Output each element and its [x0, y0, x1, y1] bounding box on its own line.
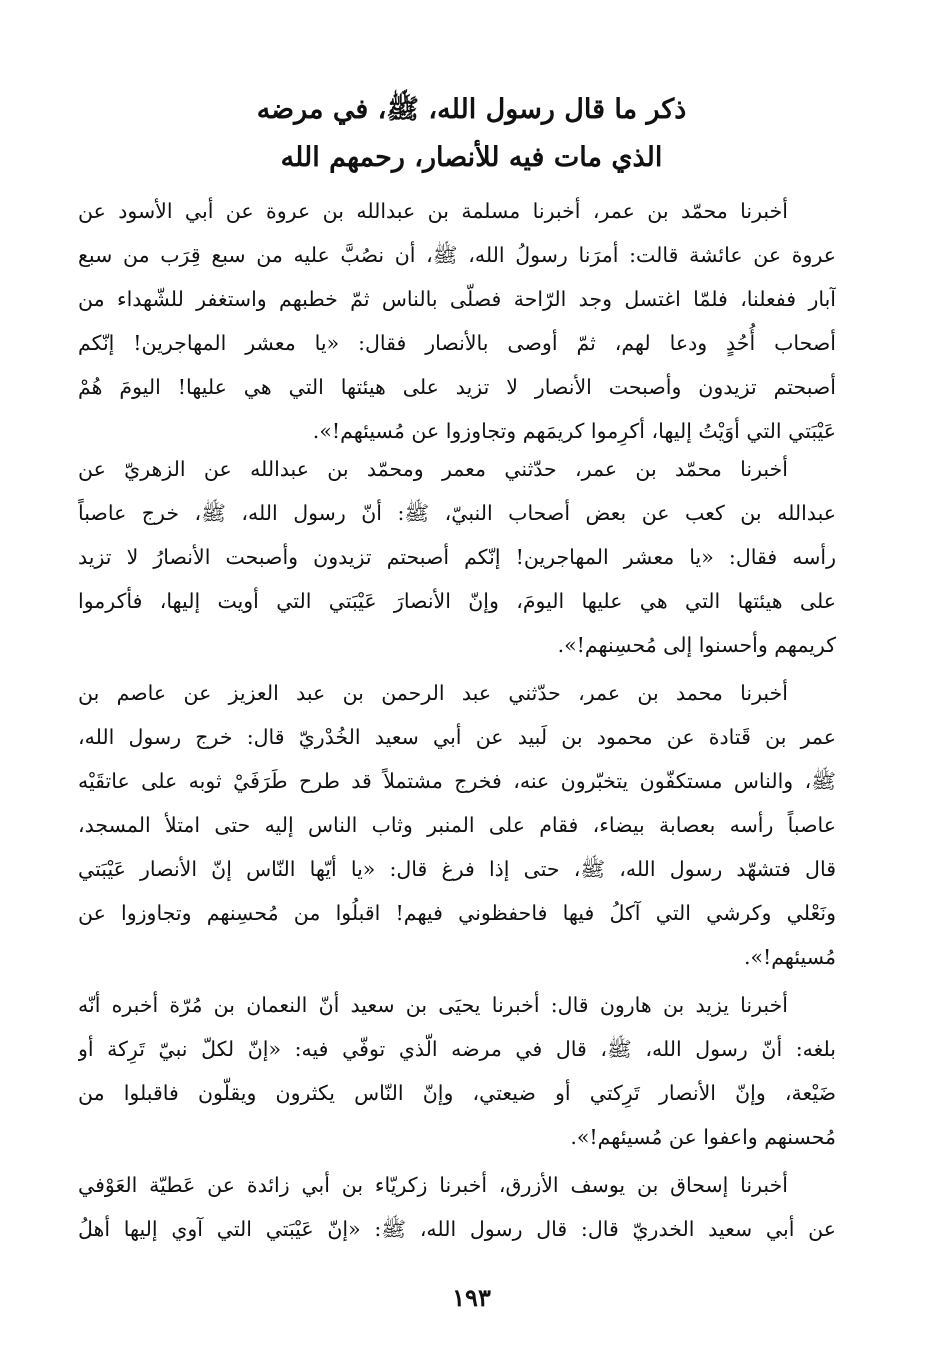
- paragraph-line: مُسيئهم!».: [743, 945, 836, 969]
- paragraph-line: كريمهم وأحسنوا إلى مُحسِنهم!».: [557, 633, 836, 657]
- paragraph-line: ﷺ، والناس مستكفّون يتخبّرون عنه، فخرج مشتملاً قد طرح طَرَفَيْ ثوبه على عاتقَيْه: [78, 769, 836, 793]
- paragraph-line: مُحسنهم واعفوا عن مُسيئهم!».: [570, 1125, 836, 1149]
- section-heading-line-1: ذكر ما قال رسول الله، ﷺ، في مرضه: [256, 94, 687, 125]
- paragraph-line: أصحاب أُحُدٍ ودعا لهم، ثمّ أوصى بالأنصار فقال: «يا معشر المهاجرين! إنّكم: [78, 331, 836, 355]
- paragraph-line: أصبحتم تزيدون وأصبحت الأنصار لا تزيد على هيئتها التي هي عليها! اليومَ هُمْ: [78, 375, 836, 399]
- paragraph-line: أخبرنا محمّد بن عمر، أخبرنا مسلمة بن عبدالله بن عروة عن أبي الأسود عن: [78, 199, 788, 223]
- paragraph-line: أخبرنا محمّد بن عمر، حدّثني معمر ومحمّد بن عبدالله عن الزهريّ عن: [78, 457, 788, 481]
- section-heading-line-2: الذي مات فيه للأنصار، رحمهم الله: [280, 142, 663, 173]
- paragraph-line: على هيئتها التي هي عليها اليومَ، وإنّ الأنصارَ عَيْبَتي التي أويت إليها، فأكرموا: [78, 589, 836, 613]
- paragraph-line: قال فتشهّد رسول الله، ﷺ، حتى إذا فرغ قال: «يا أيّها النّاس إنّ الأنصار عَيْبَتي: [78, 857, 836, 881]
- paragraph-line: عبدالله بن كعب عن بعض أصحاب النبيّ، ﷺ: أنّ رسول الله، ﷺ، خرج عاصباً: [78, 501, 836, 525]
- paragraph-line: ضَيْعة، وإنّ الأنصار تَرِكتي أو ضيعتي، وإنّ النّاس يكثرون ويقلّون فاقبلوا من: [78, 1081, 836, 1105]
- paragraph-line: بلغه: أنّ رسول الله، ﷺ، قال في مرضه الّذي توفّي فيه: «إنّ لكلّ نبيّ تَرِكة أو: [78, 1037, 836, 1061]
- paragraph-line: أخبرنا إسحاق بن يوسف الأزرق، أخبرنا زكريّاء بن أبي زائدة عن عَطيّة العَوْفي: [78, 1173, 788, 1197]
- paragraph-line: عَيْبَتي التي أوَيْتُ إليها، أكرِموا كريمَهم وتجاوزوا عن مُسيئهم!».: [312, 419, 836, 443]
- paragraph-line: ونَعْلي وكرشي التي آكلُ فيها فاحفظوني فيهم! اقبلُوا من مُحسِنهم وتجاوزوا عن: [78, 901, 836, 925]
- paragraph-line: عاصباً رأسه بعصابة بيضاء، فقام على المنبر وثاب الناس إليه حتى امتلأ المسجد،: [78, 813, 836, 837]
- paragraph-line: عن أبي سعيد الخدريّ قال: قال رسول الله، ﷺ: «إنّ عَيْبَتي التي آوي إليها أهلُ: [78, 1217, 836, 1241]
- paragraph-line: عروة عن عائشة قالت: أمرَنا رسولُ الله، ﷺ، أن نصُبَّ عليه من سبع قِرَب من سبع: [78, 243, 836, 267]
- paragraph-line: آبار ففعلنا، فلمّا اغتسل وجد الرّاحة فصلّى بالناس ثمّ خطبهم واستغفر للشّهداء من: [78, 287, 836, 311]
- paragraph-line: أخبرنا محمد بن عمر، حدّثني عبد الرحمن بن عبد العزيز عن عاصم بن: [78, 681, 788, 705]
- paragraph-line: عمر بن قَتادة عن محمود بن لَبيد عن أبي سعيد الخُدْريّ قال: خرج رسول الله،: [78, 725, 836, 749]
- paragraph-line: رأسه فقال: «يا معشر المهاجرين! إنّكم أصبحتم تزيدون وأصبحت الأنصارُ لا تزيد: [78, 545, 836, 569]
- page-number: ١٩٣: [452, 1283, 491, 1312]
- paragraph-line: أخبرنا يزيد بن هارون قال: أخبرنا يحيَى بن سعيد أنّ النعمان بن مُرّة أخبره أنّه: [78, 993, 788, 1017]
